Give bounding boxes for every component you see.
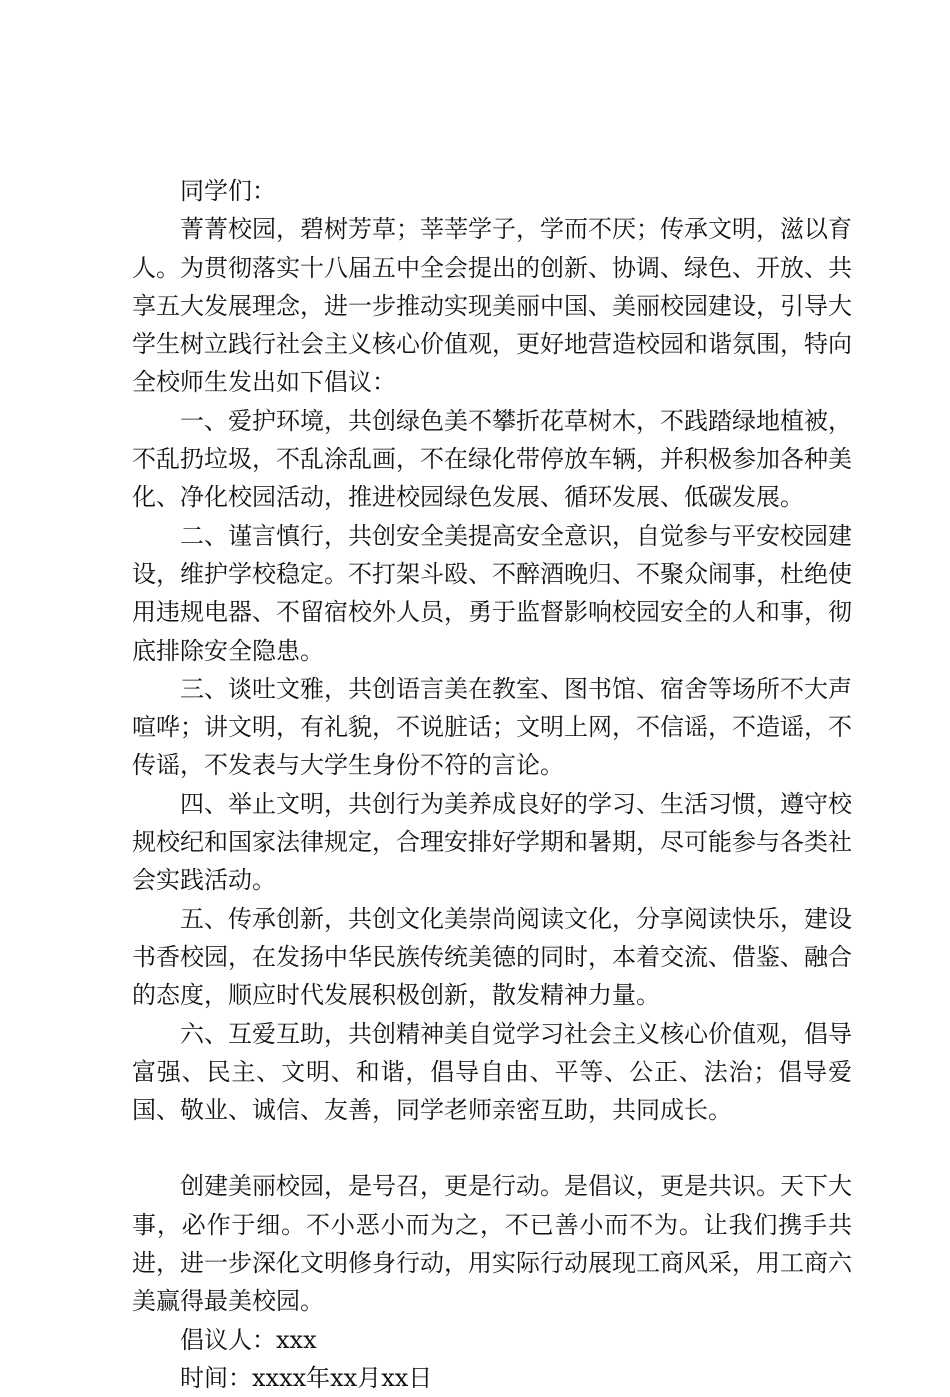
date-line: 时间：xxxx年xx月xx日 [180, 1363, 433, 1392]
proposal-item-4: 四、举止文明，共创行为美养成良好的学习、生活习惯，遵守校规校纪和国家法律规定，合理安排好学期和暑期，尽可能参与各类社会实践活动。 [132, 789, 852, 895]
proposal-item-1: 一、爱护环境，共创绿色美不攀折花草树木，不践踏绿地植被，不乱扔垃圾，不乱涂乱画，不在绿化带停放车辆，并积极参加各种美化、净化校园活动，推进校园绿色发展、循环发展、低碳发展。 [132, 406, 852, 512]
paragraph-spacer [132, 1129, 852, 1167]
intro-paragraph: 菁菁校园，碧树芳草；莘莘学子，学而不厌；传承文明，滋以育人。为贯彻落实十八届五中全会提出的创新、协调、绿色、开放、共享五大发展理念，进一步推动实现美丽中国、美丽校园建设，引导大学生树立践行社会主义核心价值观，更好地营造校园和谐氛围，特向全校师生发出如下倡议： [132, 215, 852, 397]
proposal-item-6: 六、互爱互助，共创精神美自觉学习社会主义核心价值观，倡导富强、民主、文明、和谐，倡导自由、平等、公正、法治；倡导爱国、敬业、诚信、友善，同学老师亲密互助，共同成长。 [132, 1019, 852, 1125]
proposal-item-3: 三、谈吐文雅，共创语言美在教室、图书馆、宿舍等场所不大声喧哗；讲文明，有礼貌，不说脏话；文明上网，不信谣，不造谣，不传谣，不发表与大学生身份不符的言论。 [132, 674, 852, 780]
proposal-item-5: 五、传承创新，共创文化美崇尚阅读文化，分享阅读快乐，建设书香校园，在发扬中华民族传统美德的同时，本着交流、借鉴、融合的态度，顺应时代发展积极创新，散发精神力量。 [132, 904, 852, 1010]
salutation: 同学们： [180, 177, 276, 205]
signer-line: 倡议人：xxx [180, 1325, 317, 1354]
proposal-item-2: 二、谨言慎行，共创安全美提高安全意识，自觉参与平安校园建设，维护学校稳定。不打架斗殴、不醉酒晚归、不聚众闹事，杜绝使用违规电器、不留宿校外人员，勇于监督影响校园安全的人和事，彻底排除安全隐患。 [132, 521, 852, 665]
closing-paragraph: 创建美丽校园，是号召，更是行动。是倡议，更是共识。天下大事，必作于细。不小恶小而为之，不已善小而不为。让我们携手共进，进一步深化文明修身行动，用实际行动展现工商风采，用工商六美赢得最美校园。 [132, 1172, 852, 1316]
document-body [132, 172, 852, 1397]
